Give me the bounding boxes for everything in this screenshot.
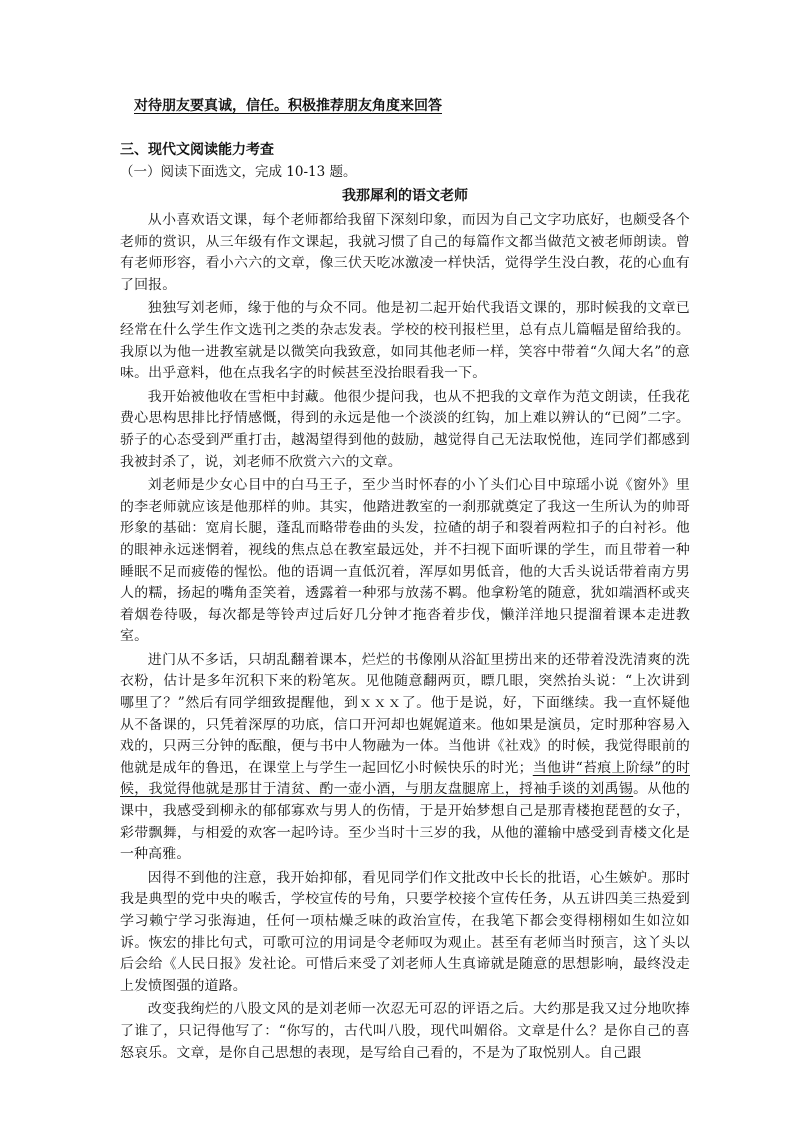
paragraph-5-tail: 。从他的课中，我感受到柳永的郁郁寡欢与男人的伤情，于是开始梦想自己是那青楼抱琵琶的女子，彩带飘舞，与相爱的欢客一起吟诗。至少当时十三岁的我，从他的灌输中感受到青楼文化是一种高雅。: [120, 781, 690, 863]
article-title: 我那犀利的语文老师: [342, 188, 468, 204]
paragraph-5-text: 进门从不多话，只胡乱翻着课本，烂烂的书像刚从浴缸里捞出来的还带着没洗清爽的洗衣粉，估计是多年沉积下来的粉笔灰。见他随意翻两页，瞟几眼，突然抬头说：“上次讲到哪里了？”然后有同学细致提醒他，到ｘｘｘ了。他于是说，好，下面继续。我一直怀疑他从不备课的，只凭着深厚的功底，信口开河却也娓娓道来。他如果是演员，定时那种容易入戏的，只两三分钟的酝酿，便与书中人物融为一体。当他讲《社戏》的时候，我觉得眼前的他就是成年的鲁迅，在课堂上与学生一起回忆小时候快乐的时光；: [120, 651, 690, 776]
article-paragraph-7: 改变我绚烂的八股文风的是刘老师一次忍无可忍的评语之后。大约那是我又过分地吹捧了谁了，只记得他写了：“你写的，古代叫八股，现代叫媚俗。文章是什么？是你自己的喜怒哀乐。文章，是你自己思想的表现，是写给自己看的，不是为了取悦别人。自己跟: [120, 1001, 690, 1061]
article-paragraph-4: 刘老师是少女心目中的白马王子，至少当时怀春的小丫头们心目中琼瑶小说《窗外》里的李老师就应该是他那样的帅。其实，他踏进教室的一刹那就奠定了我这一生所认为的帅哥形象的基础：宽肩长腿，蓬乱而略带卷曲的头发，拉碴的胡子和裂着两粒扣子的白衬衫。他的眼神永远迷惘着，视线的焦点总在教室最远处，并不扫视下面听课的学生，而且带着一种睡眠不足而疲倦的惺忪。他的语调一直低沉着，浑厚如男低音，他的大舌头说话带着南方男人的糯，扬起的嘴角歪笑着，透露着一种邪与放荡不羁。他拿粉笔的随意，犹如端酒杯或夹着烟卷待吸，每次都是等铃声过后好几分钟才拖沓着步伐，懒洋洋地只提溜着课本走进教室。: [120, 477, 690, 645]
answer-line: 对待朋友要真诚，信任。积极推荐朋友角度来回答: [134, 98, 442, 114]
reading-instruction: （一）阅读下面选文，完成 10-13 题。: [120, 164, 357, 180]
article-paragraph-6: 因得不到他的注意，我开始抑郁，看见同学们作文批改中长长的批语，心生嫉妒。那时我是典型的党中央的喉舌，学校宣传的号角，只要学校接个宣传任务，从五讲四美三热爱到学习赖宁学习张海迪，任何一项枯燥乏味的政治宣传，在我笔下都会变得栩栩如生如泣如诉。恢宏的排比句式，可歌可泣的用词是令老师叹为观止。甚至有老师当时预言，这丫头以后会给《人民日报》发社论。可惜后来受了刘老师人生真谛就是随意的思想影响，最终没走上发愤图强的道路。: [120, 869, 690, 994]
document-page: [120, 96, 690, 1066]
section-heading: 三、现代文阅读能力考查: [120, 142, 274, 158]
underlined-sentence: 当他讲“苔痕上阶绿”的时候，我觉得他就是那甘于清贫、酌一壶小酒，与朋友盘腿席上，捋袖手谈的刘禹锡: [120, 759, 690, 798]
article-paragraph-3: 我开始被他收在雪柜中封藏。他很少提问我，也从不把我的文章作为范文朗读，任我花费心思构思排比抒情感慨，得到的永远是他一个淡淡的红钩，加上难以辨认的“已阅”二字。骄子的心态受到严重打击，越渴望得到他的鼓励，越觉得自己无法取悦他，连同学们都感到我被封杀了，说，刘老师不欣赏六六的文章。: [120, 388, 690, 470]
article-paragraph-1: 从小喜欢语文课，每个老师都给我留下深刻印象，而因为自己文字功底好，也颇受各个老师的赏识，从三年级有作文课起，我就习惯了自己的每篇作文都当做范文被老师朗读。曾有老师形容，看小六六的文章，像三伏天吃冰激凌一样快活，觉得学生没白教，花的心血有了回报。: [120, 212, 690, 293]
article-paragraph-2: 独独写刘老师，缘于他的与众不同。他是初二起开始代我语文课的，那时候我的文章已经常在什么学生作文选刊之类的杂志发表。学校的校刊报栏里，总有点儿篇幅是留给我的。我原以为他一进教室就是以微笑向我致意，如同其他老师一样，笑容中带着“久闻大名”的意味。出乎意料，他在点我名字的时候甚至没抬眼看我一下。: [120, 300, 690, 382]
article-paragraph-5: [120, 650, 690, 866]
